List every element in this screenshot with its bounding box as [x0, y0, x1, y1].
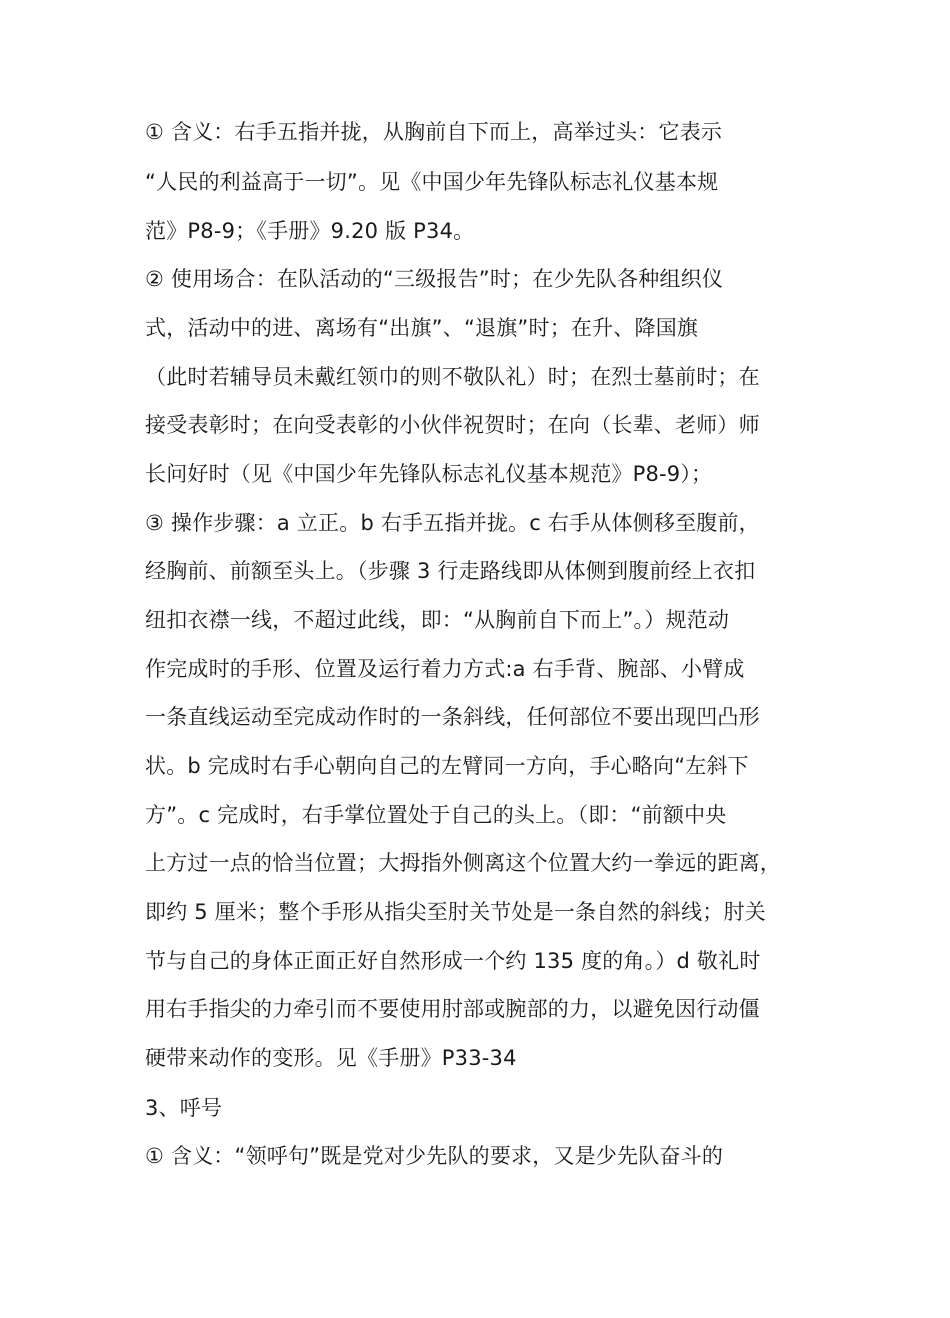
- text-line-9: ③ 操作步骤：a 立正。b 右手五指并拢。c 右手从体侧移至腹前，: [145, 511, 760, 535]
- text-line-7: 接受表彰时；在向受表彰的小伙伴祝贺时；在向（长辈、老师）师: [145, 413, 760, 437]
- text-line-13: 一条直线运动至完成动作时的一条斜线，任何部位不要出现凹凸形: [145, 705, 760, 729]
- section-heading: 3、呼号: [145, 1096, 223, 1120]
- text-line-14: 状。b 完成时右手心朝向自己的左臂同一方向，手心略向“左斜下: [145, 754, 749, 778]
- text-line-2: “人民的利益高于一切”。见《中国少年先锋队标志礼仪基本规: [145, 170, 719, 194]
- text-line-1: ① 含义：右手五指并拢，从胸前自下而上，高举过头：它表示: [145, 120, 723, 144]
- text-line-20: 硬带来动作的变形。见《手册》P33-34: [145, 1046, 517, 1070]
- text-line-10: 经胸前、前额至头上。（步骤 3 行走路线即从体侧到腹前经上衣扣: [145, 559, 756, 583]
- text-line-19: 用右手指尖的力牵引而不要使用肘部或腕部的力，以避免因行动僵: [145, 997, 760, 1021]
- text-line-15: 方”。c 完成时，右手掌位置处于自己的头上。（即：“前额中央: [145, 803, 727, 827]
- text-line-16: 上方过一点的恰当位置；大拇指外侧离这个位置大约一拳远的距离，: [145, 851, 781, 875]
- text-line-3: 范》P8-9；《手册》9.20 版 P34。: [145, 219, 475, 243]
- text-line-17: 即约 5 厘米；整个手形从指尖至肘关节处是一条自然的斜线；肘关: [145, 900, 766, 924]
- text-line-8: 长问好时（见《中国少年先锋队标志礼仪基本规范》P8-9）；: [145, 462, 713, 486]
- text-line-12: 作完成时的手形、位置及运行着力方式:a 右手背、腕部、小臂成: [145, 657, 745, 681]
- text-line-18: 节与自己的身体正面正好自然形成一个约 135 度的角。）d 敬礼时: [145, 949, 761, 973]
- text-line-4: ② 使用场合：在队活动的“三级报告”时；在少先队各种组织仪: [145, 267, 724, 291]
- text-line-5: 式，活动中的进、离场有“出旗”、“退旗”时；在升、降国旗: [145, 316, 699, 340]
- text-line-6: （此时若辅导员未戴红领巾的则不敬队礼）时；在烈士墓前时；在: [145, 365, 760, 389]
- text-line-11: 纽扣衣襟一线，不超过此线，即：“从胸前自下而上”。）规范动: [145, 608, 730, 632]
- text-line-22: ① 含义：“领呼句”既是党对少先队的要求，又是少先队奋斗的: [145, 1144, 724, 1168]
